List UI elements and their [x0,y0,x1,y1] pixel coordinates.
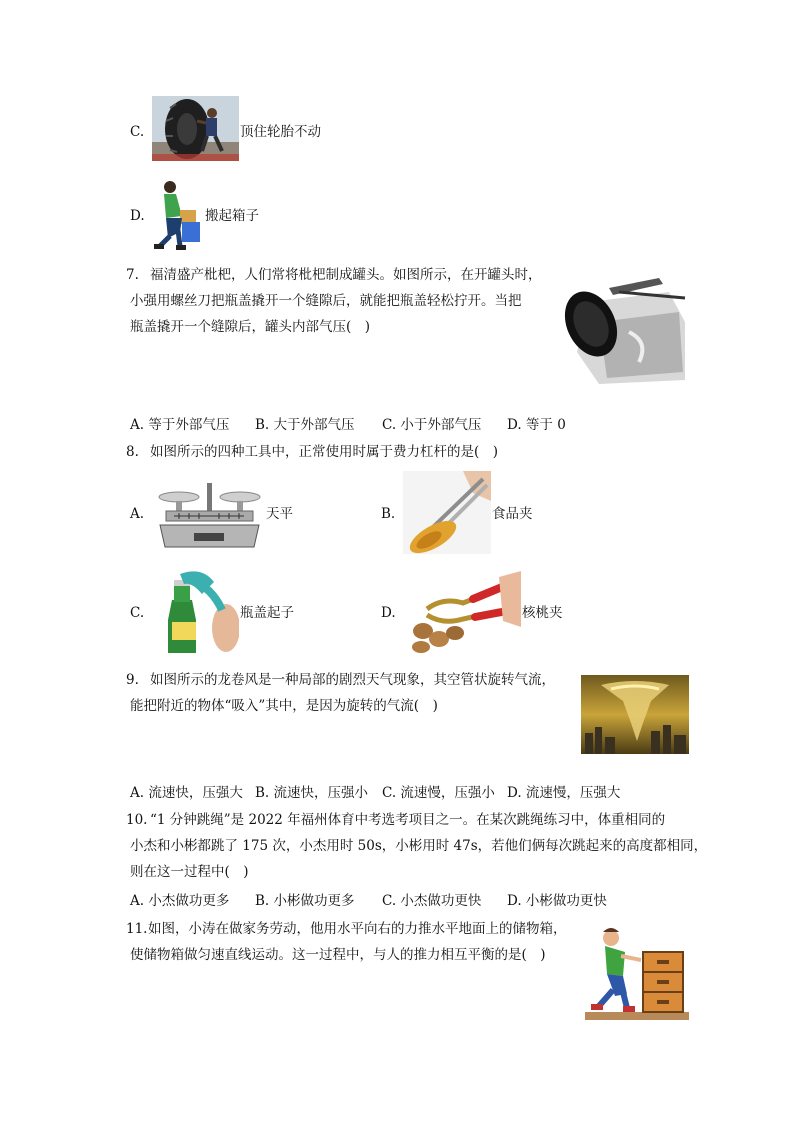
q6-option-c-text: 顶住轮胎不动 [240,124,321,140]
q7-option-a: A. 等于外部气压 [130,417,230,433]
q10-option-b: B. 小彬做功更多 [255,893,355,909]
q6-option-c-letter: C. [130,124,145,140]
q8-option-d-letter: D. [381,605,396,621]
tire-push-image [152,96,239,161]
q10-stem-line-1: “1 分钟跳绳”是 2022 年福州体育中考选考项目之一。在某次跳绳练习中，体重相同的 [150,812,666,828]
q9-stem-line-1: 如图所示的龙卷风是一种局部的剧烈天气现象，其空管状旋转气流， [150,672,555,688]
q7-stem-line-3: 瓶盖撬开一个缝隙后，罐头内部气压( ) [130,319,371,335]
q7-option-b: B. 大于外部气压 [255,417,355,433]
q9-number: 9. [126,672,139,688]
q8-option-a-letter: A. [130,506,145,522]
q8-option-a-text: 天平 [266,506,293,522]
q10-option-d: D. 小彬做功更快 [507,893,607,909]
q7-number: 7. [126,267,139,283]
q8-option-c-text: 瓶盖起子 [240,605,294,621]
q8-stem: 如图所示的四种工具中，正常使用时属于费力杠杆的是( ) [150,444,499,460]
q9-option-d: D. 流速慢，压强大 [507,785,621,801]
bottle-opener-image [152,570,239,653]
q7-option-c: C. 小于外部气压 [382,417,482,433]
q11-number: 11. [126,921,148,937]
jar-opening-image [559,262,689,386]
q11-stem-line-2: 使储物箱做匀速直线运动。这一过程中，与人的推力相互平衡的是( ) [130,947,546,963]
tornado-image [581,675,689,754]
lift-box-image [152,178,205,252]
q11-stem-line-1: 如图，小涛在做家务劳动，他用水平向右的力推水平地面上的储物箱， [148,921,567,937]
nutcracker-image [403,567,521,655]
q10-option-c: C. 小杰做功更快 [382,893,482,909]
q10-number: 10. [126,812,148,828]
food-tongs-image [403,471,491,554]
q9-option-a: A. 流速快，压强大 [130,785,243,801]
q6-option-d-letter: D. [130,208,145,224]
q9-option-b: B. 流速快，压强小 [255,785,369,801]
q10-stem-line-3: 则在这一过程中( ) [130,864,249,880]
q7-stem-line-2: 小强用螺丝刀把瓶盖撬开一个缝隙后，就能把瓶盖轻松拧开。当把 [130,293,522,309]
q8-option-c-letter: C. [130,605,145,621]
q9-option-c: C. 流速慢，压强小 [382,785,495,801]
push-cabinet-image [585,918,689,1020]
q8-option-b-letter: B. [381,506,396,522]
q8-number: 8. [126,444,139,460]
q8-option-d-text: 核桃夹 [522,605,563,621]
q9-stem-line-2: 能把附近的物体“吸入”其中，是因为旋转的气流( ) [130,698,438,714]
q7-stem-line-1: 福清盛产枇杷，人们常将枇杷制成罐头。如图所示，在开罐头时， [150,267,542,283]
q10-option-a: A. 小杰做功更多 [130,893,230,909]
q6-option-d-text: 搬起箱子 [205,208,259,224]
q10-stem-line-2: 小杰和小彬都跳了 175 次，小杰用时 50s，小彬用时 47s，若他们俩每次跳起来的高度都相同， [130,838,708,854]
balance-scale-image [154,475,265,552]
q8-option-b-text: 食品夹 [492,506,533,522]
q7-option-d: D. 等于 0 [507,417,566,433]
